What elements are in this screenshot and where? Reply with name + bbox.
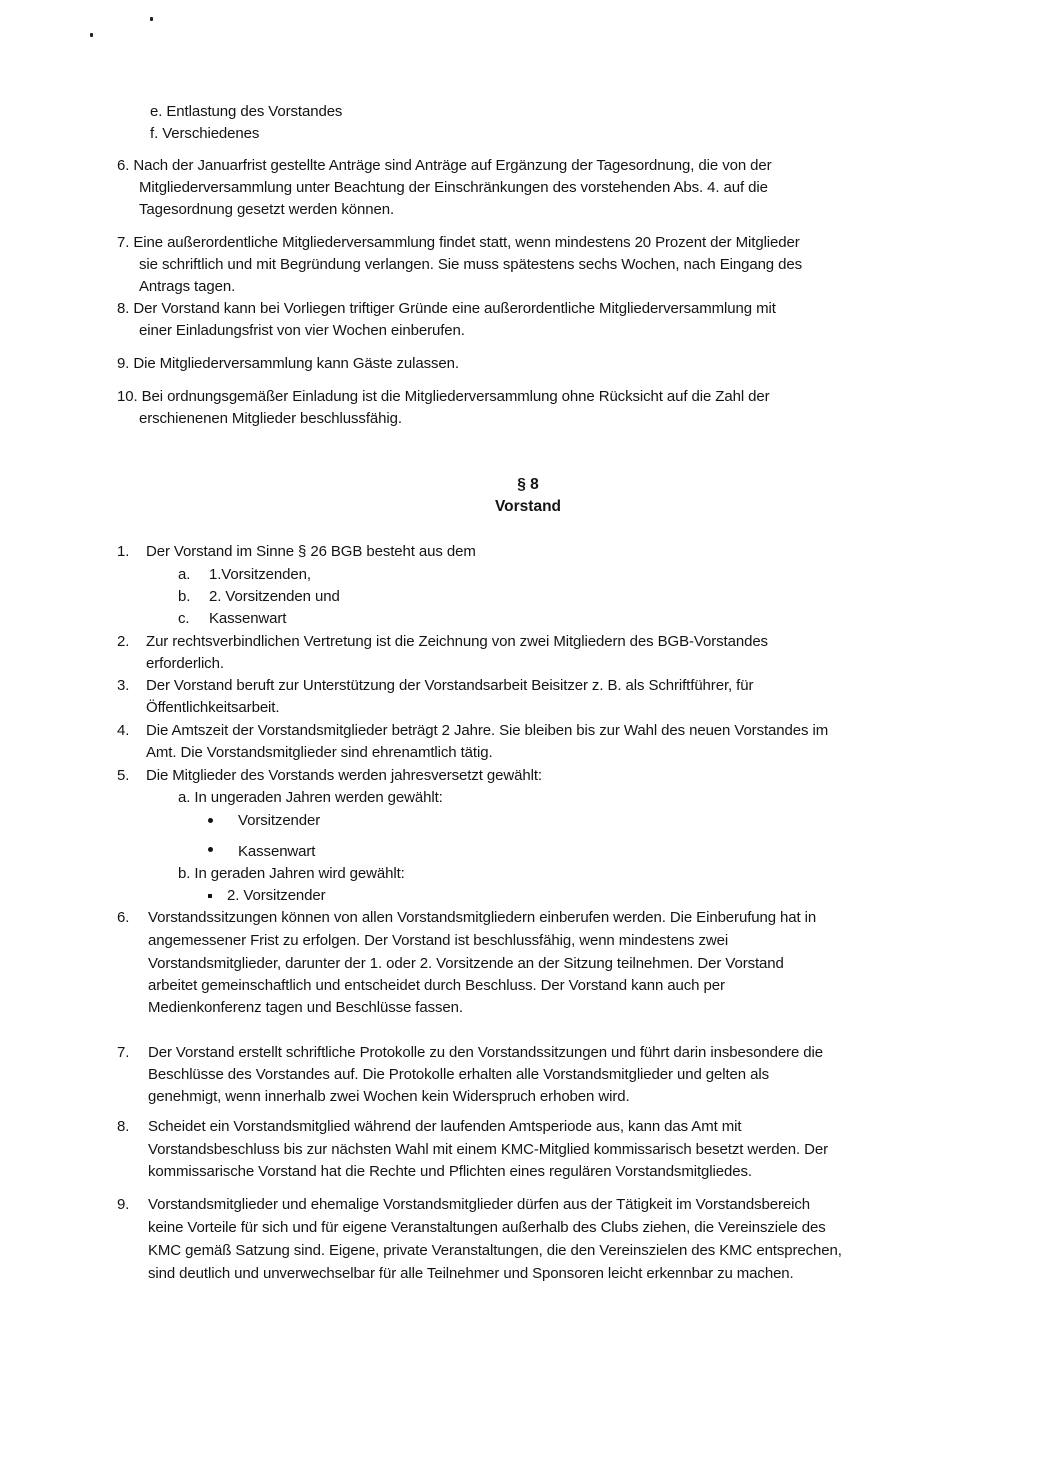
item-number: 4.: [117, 722, 130, 739]
item-number: 9.: [117, 1196, 130, 1213]
agenda-item-e: e. Entlastung des Vorstandes: [150, 103, 343, 120]
item-6-line: Medienkonferenz tagen und Beschlüsse fassen.: [148, 999, 463, 1016]
item-9-line: KMC gemäß Satzung sind. Eigene, private Veranstaltungen, die den Vereinszielen des KMC entsprechen,: [148, 1242, 842, 1259]
scan-speck: [90, 33, 93, 37]
section-title: Vorstand: [494, 498, 562, 515]
paragraph-8-line: 8. Der Vorstand kann bei Vorliegen triftiger Gründe eine außerordentliche Mitgliederversammlung mit: [117, 300, 776, 317]
item-8-line: Scheidet ein Vorstandsmitglied während der laufenden Amtsperiode aus, kann das Amt mit: [148, 1118, 742, 1135]
item-4-line: Die Amtszeit der Vorstandsmitglieder beträgt 2 Jahre. Sie bleiben bis zur Wahl des neuen Vorstandes im: [146, 722, 829, 739]
item-9-line: Vorstandsmitglieder und ehemalige Vorstandsmitglieder dürfen aus der Tätigkeit im Vorstandsbereich: [148, 1196, 810, 1213]
item-6-line: Vorstandssitzungen können von allen Vorstandsmitgliedern einberufen werden. Die Einberufung hat in: [148, 909, 817, 926]
subitem-letter: a.: [178, 566, 191, 583]
item-number: 7.: [117, 1044, 130, 1061]
item-7-line: Beschlüsse des Vorstandes auf. Die Protokolle erhalten alle Vorstandsmitglieder und gelten als: [148, 1066, 769, 1083]
bullet-icon: [208, 818, 213, 823]
paragraph-10-line: erschienenen Mitglieder beschlussfähig.: [139, 410, 402, 427]
item-6-line: Vorstandsmitglieder, darunter der 1. oder 2. Vorsitzende an der Sitzung teilnehmen. Der Vorstand: [148, 955, 784, 972]
item-9-line: keine Vorteile für sich und für eigene Veranstaltungen außerhalb des Clubs ziehen, die Vereinsziele des: [148, 1219, 826, 1236]
paragraph-6-line: Mitgliederversammlung unter Beachtung der Einschränkungen des vorstehenden Abs. 4. auf die: [139, 179, 768, 196]
item-number: 8.: [117, 1118, 130, 1135]
subitem-letter: c.: [178, 610, 190, 627]
bullet-text: Vorsitzender: [238, 812, 321, 829]
paragraph-10-line: 10. Bei ordnungsgemäßer Einladung ist die Mitgliederversammlung ohne Rücksicht auf die Zahl der: [117, 388, 770, 405]
paragraph-8-line: einer Einladungsfrist von vier Wochen einberufen.: [139, 322, 465, 339]
item-7-line: genehmigt, wenn innerhalb zwei Wochen kein Widerspruch erhoben wird.: [148, 1088, 630, 1105]
item-4-line: Amt. Die Vorstandsmitglieder sind ehrenamtlich tätig.: [146, 744, 493, 761]
section-number: § 8: [517, 476, 539, 493]
item-2-line: Zur rechtsverbindlichen Vertretung ist die Zeichnung von zwei Mitgliedern des BGB-Vorstandes: [146, 633, 768, 650]
item-3-line: Öffentlichkeitsarbeit.: [146, 699, 280, 716]
bullet-icon: [208, 847, 213, 852]
paragraph-6-line: Tagesordnung gesetzt werden können.: [139, 201, 395, 218]
subitem-text: Kassenwart: [209, 610, 287, 627]
paragraph-7-line: 7. Eine außerordentliche Mitgliederversammlung findet statt, wenn mindestens 20 Prozent der Mitglieder: [117, 234, 800, 251]
item-number: 2.: [117, 633, 130, 650]
paragraph-9-line: 9. Die Mitgliederversammlung kann Gäste zulassen.: [117, 355, 459, 372]
item-number: 5.: [117, 767, 130, 784]
subitem-text: 2. Vorsitzenden und: [209, 588, 340, 605]
subitem-text: b. In geraden Jahren wird gewählt:: [178, 865, 405, 882]
item-7-line: Der Vorstand erstellt schriftliche Protokolle zu den Vorstandssitzungen und führt darin insbesondere die: [148, 1044, 823, 1061]
paragraph-6-line: 6. Nach der Januarfrist gestellte Anträge sind Anträge auf Ergänzung der Tagesordnung, die von der: [117, 157, 772, 174]
paragraph-7-line: Antrags tagen.: [139, 278, 236, 295]
item-9-line: sind deutlich und unverwechselbar für alle Teilnehmer und Sponsoren leicht erkennbar zu machen.: [148, 1265, 794, 1282]
item-3-line: Der Vorstand beruft zur Unterstützung der Vorstandsarbeit Beisitzer z. B. als Schriftführer, für: [146, 677, 754, 694]
subitem-letter: b.: [178, 588, 191, 605]
bullet-text: 2. Vorsitzender: [227, 887, 326, 904]
subitem-text: 1.Vorsitzenden,: [209, 566, 311, 583]
subitem-text: a. In ungeraden Jahren werden gewählt:: [178, 789, 443, 806]
item-number: 3.: [117, 677, 130, 694]
item-6-line: arbeitet gemeinschaftlich und entscheidet durch Beschluss. Der Vorstand kann auch per: [148, 977, 725, 994]
scan-speck: [150, 17, 153, 21]
item-1-text: Der Vorstand im Sinne § 26 BGB besteht aus dem: [146, 543, 476, 560]
agenda-item-f: f. Verschiedenes: [150, 125, 260, 142]
bullet-icon: [208, 894, 212, 898]
item-8-line: kommissarische Vorstand hat die Rechte und Pflichten eines regulären Vorstandsmitgliedes.: [148, 1163, 752, 1180]
item-number: 6.: [117, 909, 130, 926]
item-6-line: angemessener Frist zu erfolgen. Der Vorstand ist beschlussfähig, wenn mindestens zwei: [148, 932, 729, 949]
item-8-line: Vorstandsbeschluss bis zur nächsten Wahl mit einem KMC-Mitglied kommissarisch besetzt werden. Der: [148, 1141, 829, 1158]
item-number: 1.: [117, 543, 130, 560]
item-2-line: erforderlich.: [146, 655, 224, 672]
item-5-text: Die Mitglieder des Vorstands werden jahresversetzt gewählt:: [146, 767, 542, 784]
paragraph-7-line: sie schriftlich und mit Begründung verlangen. Sie muss spätestens sechs Wochen, nach Eingang des: [139, 256, 803, 273]
bullet-text: Kassenwart: [238, 843, 316, 860]
